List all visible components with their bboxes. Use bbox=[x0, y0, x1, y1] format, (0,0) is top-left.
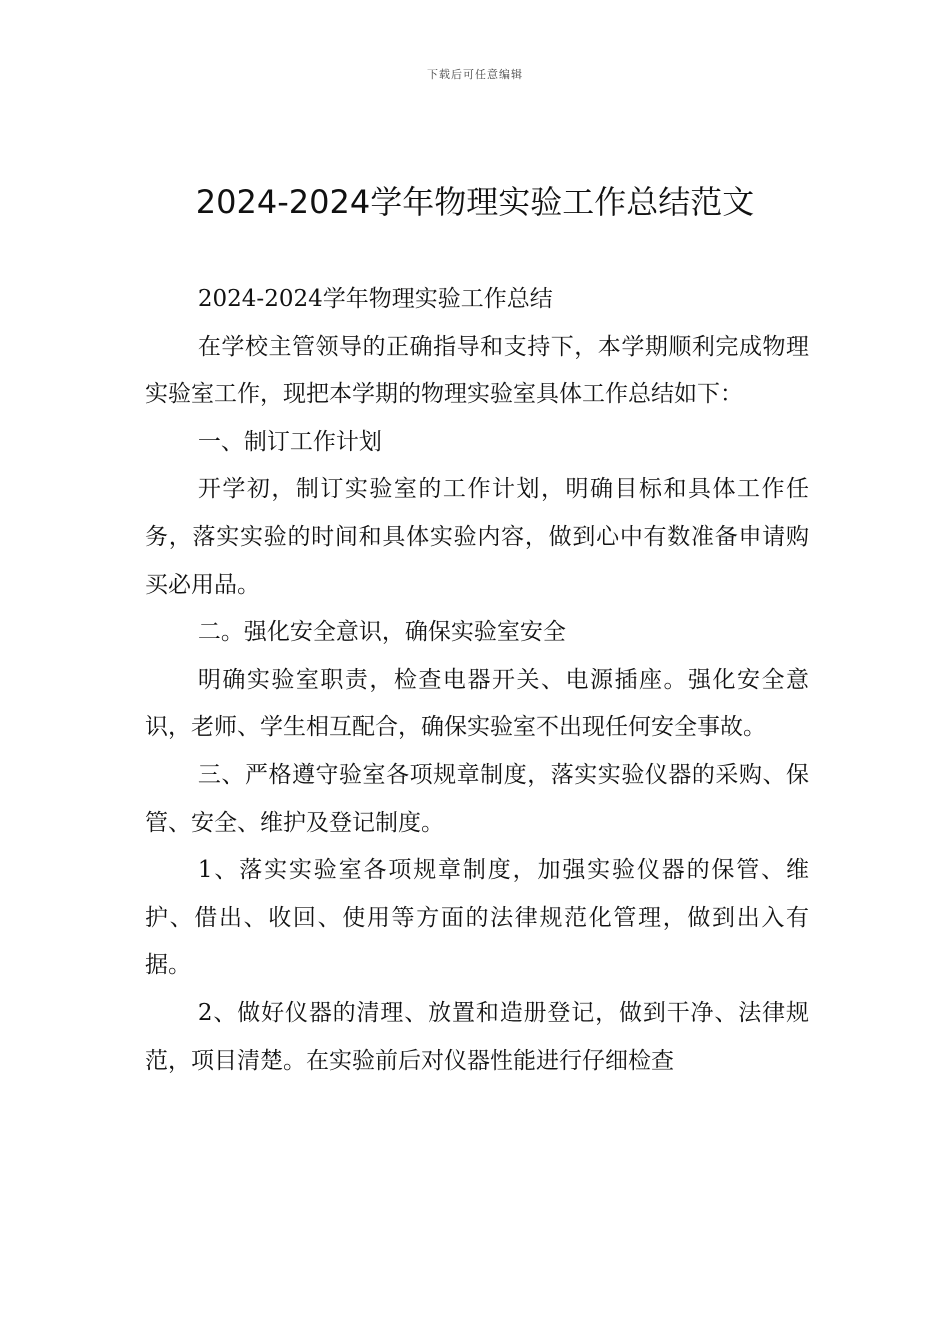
section-heading-2: 二。强化安全意识，确保实验室安全 bbox=[197, 619, 566, 646]
header-note: 下载后可任意编辑 bbox=[427, 68, 523, 81]
section-heading-1: 一、制订工作计划 bbox=[197, 428, 382, 455]
paragraph-section-1: 开学初，制订实验室的工作计划，明确目标和具体工作任务，落实实验的时间和具体实验内容，做到心中有数准备申请购买必用品。 bbox=[145, 476, 809, 598]
section-heading-3: 三、严格遵守验室各项规章制度，落实实验仪器的采购、保管、安全、维护及登记制度。 bbox=[145, 761, 809, 836]
paragraph-section-2: 明确实验室职责，检查电器开关、电源插座。强化安全意识，老师、学生相互配合，确保实验室不出现任何安全事故。 bbox=[145, 666, 809, 741]
paragraph-item-1: 1、落实实验室各项规章制度，加强实验仪器的保管、维护、借出、收回、使用等方面的法律规范化管理，做到出入有据。 bbox=[145, 857, 809, 979]
document-title: 2024-2024学年物理实验工作总结范文 bbox=[195, 183, 755, 221]
document-body bbox=[145, 276, 809, 1085]
paragraph-intro: 在学校主管领导的正确指导和支持下，本学期顺利完成物理实验室工作，现把本学期的物理实验室具体工作总结如下： bbox=[145, 333, 809, 408]
paragraph-subtitle: 2024-2024学年物理实验工作总结 bbox=[197, 286, 553, 312]
paragraph-item-2: 2、做好仪器的清理、放置和造册登记，做到干净、法律规范，项目清楚。在实验前后对仪器性能进行仔细检查 bbox=[145, 999, 809, 1074]
